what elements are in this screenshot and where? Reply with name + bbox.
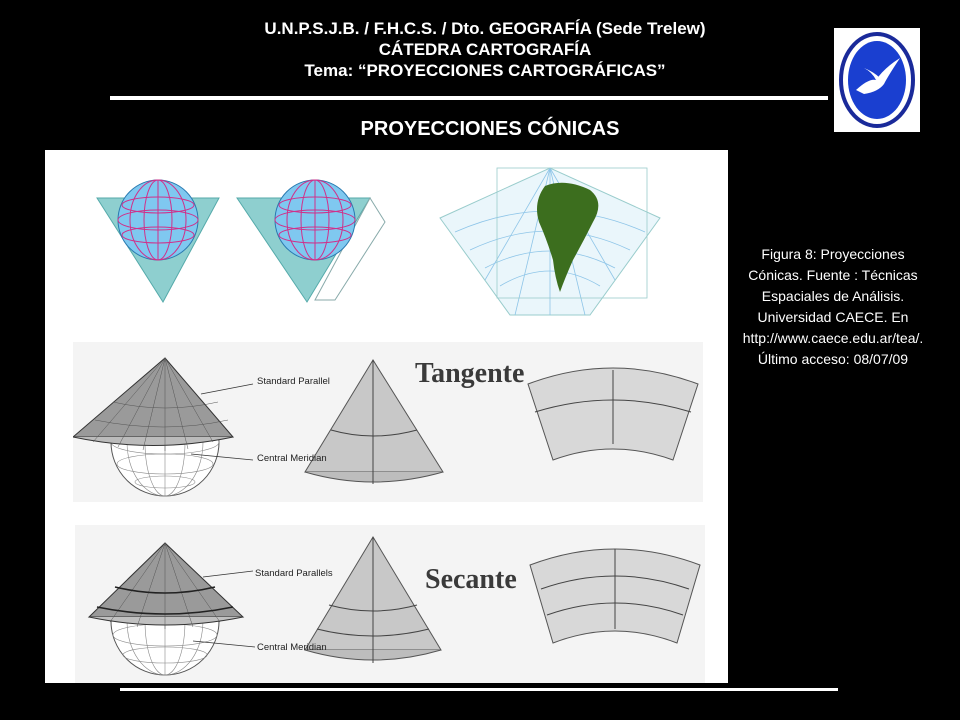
tangent-central-meridian-label: Central Meridian xyxy=(257,453,327,464)
slide-subtitle: PROYECCIONES CÓNICAS xyxy=(360,118,620,140)
color-cone-illustrations xyxy=(45,150,728,320)
tangent-projection-panel xyxy=(73,342,703,502)
secant-title: Secante xyxy=(425,564,517,595)
header-line-3: Tema: “PROYECCIONES CARTOGRÁFICAS” xyxy=(304,61,666,80)
tangent-title: Tangente xyxy=(415,358,525,389)
secant-projection-panel xyxy=(75,525,705,683)
figure-caption: Figura 8: Proyecciones Cónicas. Fuente : Técnicas Espaciales de Análisis. Universidad CAECE. En http://www.caece.edu.ar/tea/. Último acceso: 08/07/09 xyxy=(742,246,924,367)
footer-rule xyxy=(120,688,838,691)
secant-central-meridian-label: Central Meridian xyxy=(257,642,327,653)
header-line-2: CÁTEDRA CARTOGRAFÍA xyxy=(378,40,592,59)
university-logo-icon xyxy=(834,28,920,132)
conic-projections-figure xyxy=(45,150,728,683)
tangent-standard-parallel-label: Standard Parallel xyxy=(257,376,330,387)
header-line-1: U.N.P.S.J.B. / F.H.C.S. / Dto. GEOGRAFÍA (Sede Trelew) xyxy=(264,19,706,38)
secant-standard-parallels-label: Standard Parallels xyxy=(255,568,333,579)
slide-header xyxy=(110,18,860,81)
header-rule xyxy=(110,96,828,100)
